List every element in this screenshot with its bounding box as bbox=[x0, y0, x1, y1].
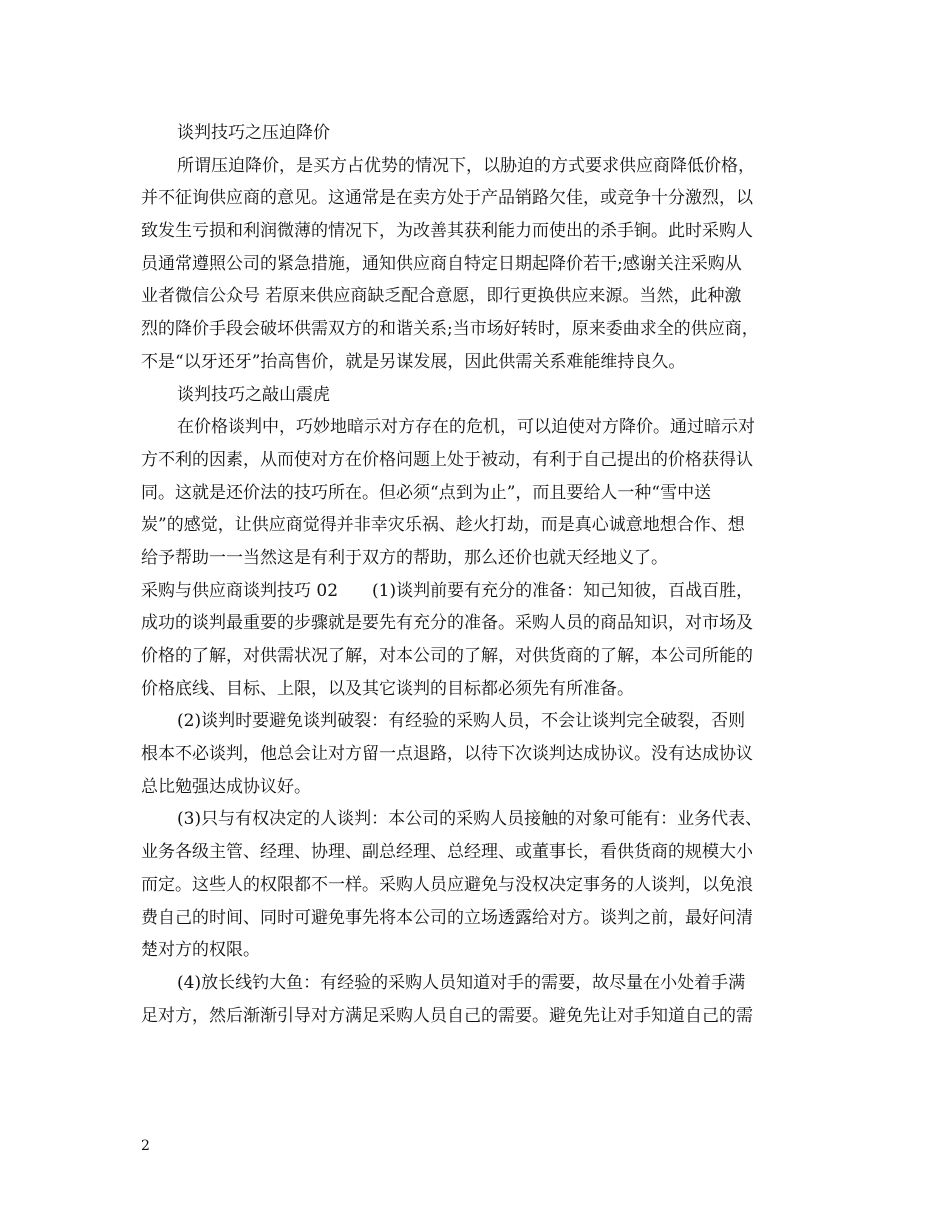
paragraph-line: 总比勉强达成协议好。 bbox=[141, 776, 311, 797]
paragraph-line: 在价格谈判中，巧妙地暗示对方存在的危机，可以迫使对方降价。通过暗示对 bbox=[177, 417, 755, 438]
paragraph-line: 给予帮助一一当然这是有利于双方的帮助，那么还价也就天经地义了。 bbox=[141, 547, 668, 568]
paragraph-line: 烈的降价手段会破坏供需双方的和谐关系;当市场好转时，原来委曲求全的供应商， bbox=[141, 319, 759, 340]
paragraph-line: 费自己的时间、同时可避免事先将本公司的立场透露给对方。谈判之前，最好问清 bbox=[141, 907, 753, 928]
paragraph-line: 业者微信公众号 若原来供应商缺乏配合意愿，即行更换供应来源。当然，此种激 bbox=[141, 286, 742, 307]
paragraph-line: 根本不必谈判，他总会让对方留一点退路，以待下次谈判达成协议。没有达成协议 bbox=[141, 744, 753, 765]
paragraph-line: 所谓压迫降价，是买方占优势的情况下，以胁迫的方式要求供应商降低价格， bbox=[177, 155, 755, 176]
paragraph-line: 不是“以牙还牙”抬高售价，就是另谋发展，因此供需关系难能维持良久。 bbox=[141, 351, 686, 372]
paragraph-line: 价格底线、目标、上限，以及其它谈判的目标都必须先有所准备。 bbox=[141, 678, 634, 699]
paragraph-line: 员通常遵照公司的紧急措施，通知供应商自特定日期起降价若干;感谢关注采购从 bbox=[141, 253, 742, 274]
paragraph-line: (2)谈判时要避免谈判破裂：有经验的采购人员，不会让谈判完全破裂，否则 bbox=[177, 711, 746, 732]
paragraph-line: 业务各级主管、经理、协理、副总经理、总经理、或董事长，看供货商的规模大小 bbox=[141, 842, 753, 863]
paragraph-line: 足对方，然后渐渐引导对方满足采购人员自己的需要。避免先让对手知道自己的需 bbox=[141, 1005, 753, 1026]
paragraph-line: 并不征询供应商的意见。这通常是在卖方处于产品销路欠佳，或竞争十分激烈，以 bbox=[141, 188, 753, 209]
paragraph-line: 价格的了解，对供需状况了解，对本公司的了解，对供货商的了解，本公司所能的 bbox=[141, 646, 753, 666]
paragraph-line: 致发生亏损和利润微薄的情况下，为改善其获利能力而使出的杀手锏。此时采购人 bbox=[141, 221, 753, 242]
paragraph-line: 同。这就是还价法的技巧所在。但必须“点到为止”，而且要给人一种“雪中送 bbox=[141, 482, 712, 503]
section-heading-shock-tiger: 谈判技巧之敲山震虎 bbox=[177, 384, 330, 405]
paragraph-line: 楚对方的权限。 bbox=[141, 940, 260, 961]
section-heading-supplier-negotiation: 采购与供应商谈判技巧 02 (1)谈判前要有充分的准备：知己知彼，百战百胜， bbox=[141, 580, 754, 601]
section-heading-pressure-price: 谈判技巧之压迫降价 bbox=[177, 123, 330, 143]
paragraph-line: 方不利的因素，从而使对方在价格问题上处于被动，有利于自己提出的价格获得认 bbox=[141, 449, 753, 470]
paragraph-line: 而定。这些人的权限都不一样。采购人员应避免与没权决定事务的人谈判，以免浪 bbox=[141, 874, 753, 895]
paragraph-line: 炭”的感觉，让供应商觉得并非幸灾乐祸、趁火打劫，而是真心诚意地想合作、想 bbox=[141, 515, 745, 536]
paragraph-line: (3)只与有权决定的人谈判：本公司的采购人员接触的对象可能有：业务代表、 bbox=[177, 809, 763, 830]
paragraph-line: (4)放长线钓大鱼：有经验的采购人员知道对手的需要，故尽量在小处着手满 bbox=[177, 972, 746, 993]
paragraph-line: 成功的谈判最重要的步骤就是要先有充分的准备。采购人员的商品知识，对市场及 bbox=[141, 613, 753, 634]
document-body bbox=[141, 117, 831, 1032]
page-number: 2 bbox=[141, 1138, 150, 1154]
